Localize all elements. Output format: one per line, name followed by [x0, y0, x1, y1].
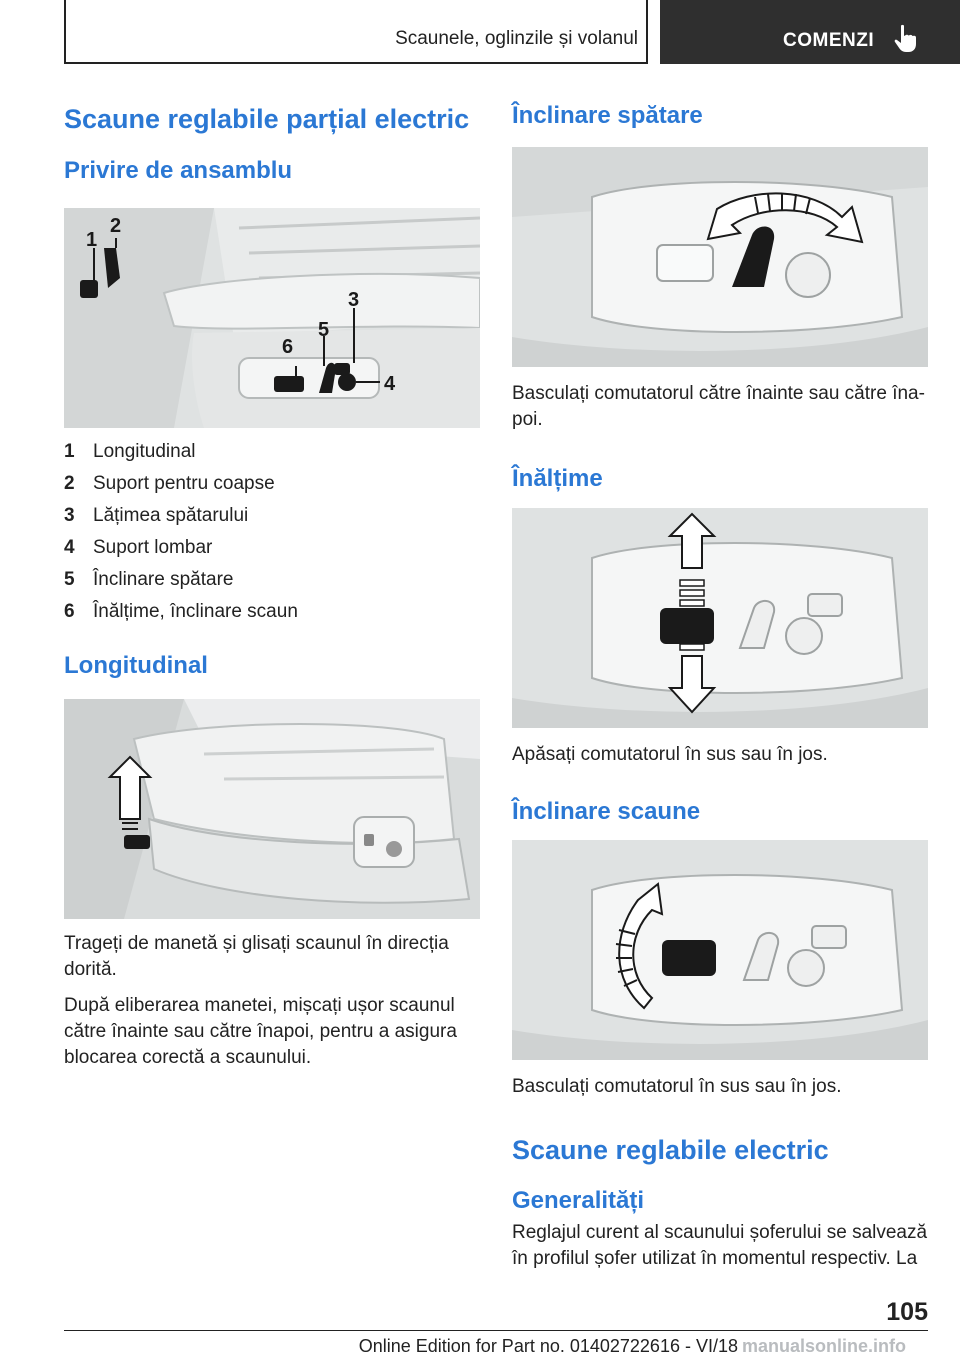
seat-overview-image: [64, 208, 480, 428]
backrest-image: [512, 147, 928, 367]
legend-item: [64, 468, 480, 500]
legend-number: 2: [64, 473, 75, 495]
tilt-text: Basculați comutatorul în sus sau în jos.: [512, 1076, 842, 1098]
footer-divider: [64, 1330, 928, 1331]
overview-heading: Privire de ansamblu: [64, 157, 293, 185]
overview-legend: [64, 436, 480, 628]
tilt-image: [512, 840, 928, 1060]
general-heading: Generalități: [512, 1186, 645, 1214]
callout-3: 3: [348, 289, 360, 312]
longitudinal-heading: Longitudinal: [64, 652, 208, 680]
legend-item: [64, 596, 480, 628]
callout-2: 2: [110, 215, 122, 238]
backrest-heading: Înclinare spătare: [512, 102, 703, 129]
general-text: Reglajul curent al scaunului șoferului se salvează în profilul șofer utilizat în momentul respectiv. La: [512, 1221, 928, 1269]
header-section-title: Scaunele, oglinzile și volanul: [395, 28, 638, 49]
height-image: [512, 508, 928, 728]
callout-1: 1: [86, 229, 98, 252]
legend-number: 6: [64, 601, 75, 623]
legend-number: 4: [64, 537, 75, 559]
tilt-heading: Înclinare scaune: [512, 797, 701, 825]
callout-5: 5: [318, 319, 330, 342]
section-title-partial-electric: Scaune reglabile parțial electric: [64, 104, 470, 134]
longitudinal-paragraph-2: După eliberarea manetei, mișcați ușor scaunul către înainte sau către înapoi, pentru a asigura blocarea corectă a scaunului.: [64, 994, 457, 1068]
height-text: Apăsați comutatorul în sus sau în jos.: [512, 743, 828, 765]
longitudinal-paragraph-1: Trageți de manetă și glisați scaunul în direcția dorită.: [64, 932, 449, 980]
legend-label: Înclinare spătare: [93, 569, 234, 591]
legend-item: [64, 500, 480, 532]
legend-label: Suport lombar: [93, 537, 213, 559]
callout-6: 6: [282, 336, 294, 359]
electric-seats-heading: Scaune reglabile electric: [512, 1135, 829, 1166]
legend-label: Suport pentru coapse: [93, 473, 275, 495]
height-illustration: [512, 508, 928, 728]
legend-number: 3: [64, 505, 75, 527]
longitudinal-illustration: [64, 699, 480, 919]
legend-item: [64, 532, 480, 564]
footer-edition: Online Edition for Part no. 01402722616 - VI/18: [358, 1336, 738, 1356]
left-column: [64, 100, 480, 1071]
longitudinal-image: [64, 699, 480, 919]
legend-number: 1: [64, 441, 75, 463]
height-heading: Înălțime: [512, 464, 603, 492]
backrest-text: Basculați comutatorul către înainte sau către îna-poi.: [512, 382, 925, 430]
legend-label: Înălțime, înclinare scaun: [93, 601, 298, 623]
callout-4: 4: [384, 373, 396, 396]
legend-item: [64, 564, 480, 596]
seat-overview-illustration: [64, 208, 480, 428]
watermark: manualsonline.info: [742, 1336, 907, 1356]
hand-pointer-icon: [893, 24, 919, 54]
right-column: [512, 100, 928, 1272]
legend-label: Longitudinal: [93, 441, 196, 463]
legend-item: [64, 436, 480, 468]
backrest-illustration: [512, 147, 928, 367]
tab-label: COMENZI: [783, 30, 875, 51]
tilt-illustration: [512, 840, 928, 1060]
legend-number: 5: [64, 569, 75, 591]
page-number: 105: [886, 1298, 928, 1326]
legend-label: Lățimea spătarului: [93, 505, 249, 527]
